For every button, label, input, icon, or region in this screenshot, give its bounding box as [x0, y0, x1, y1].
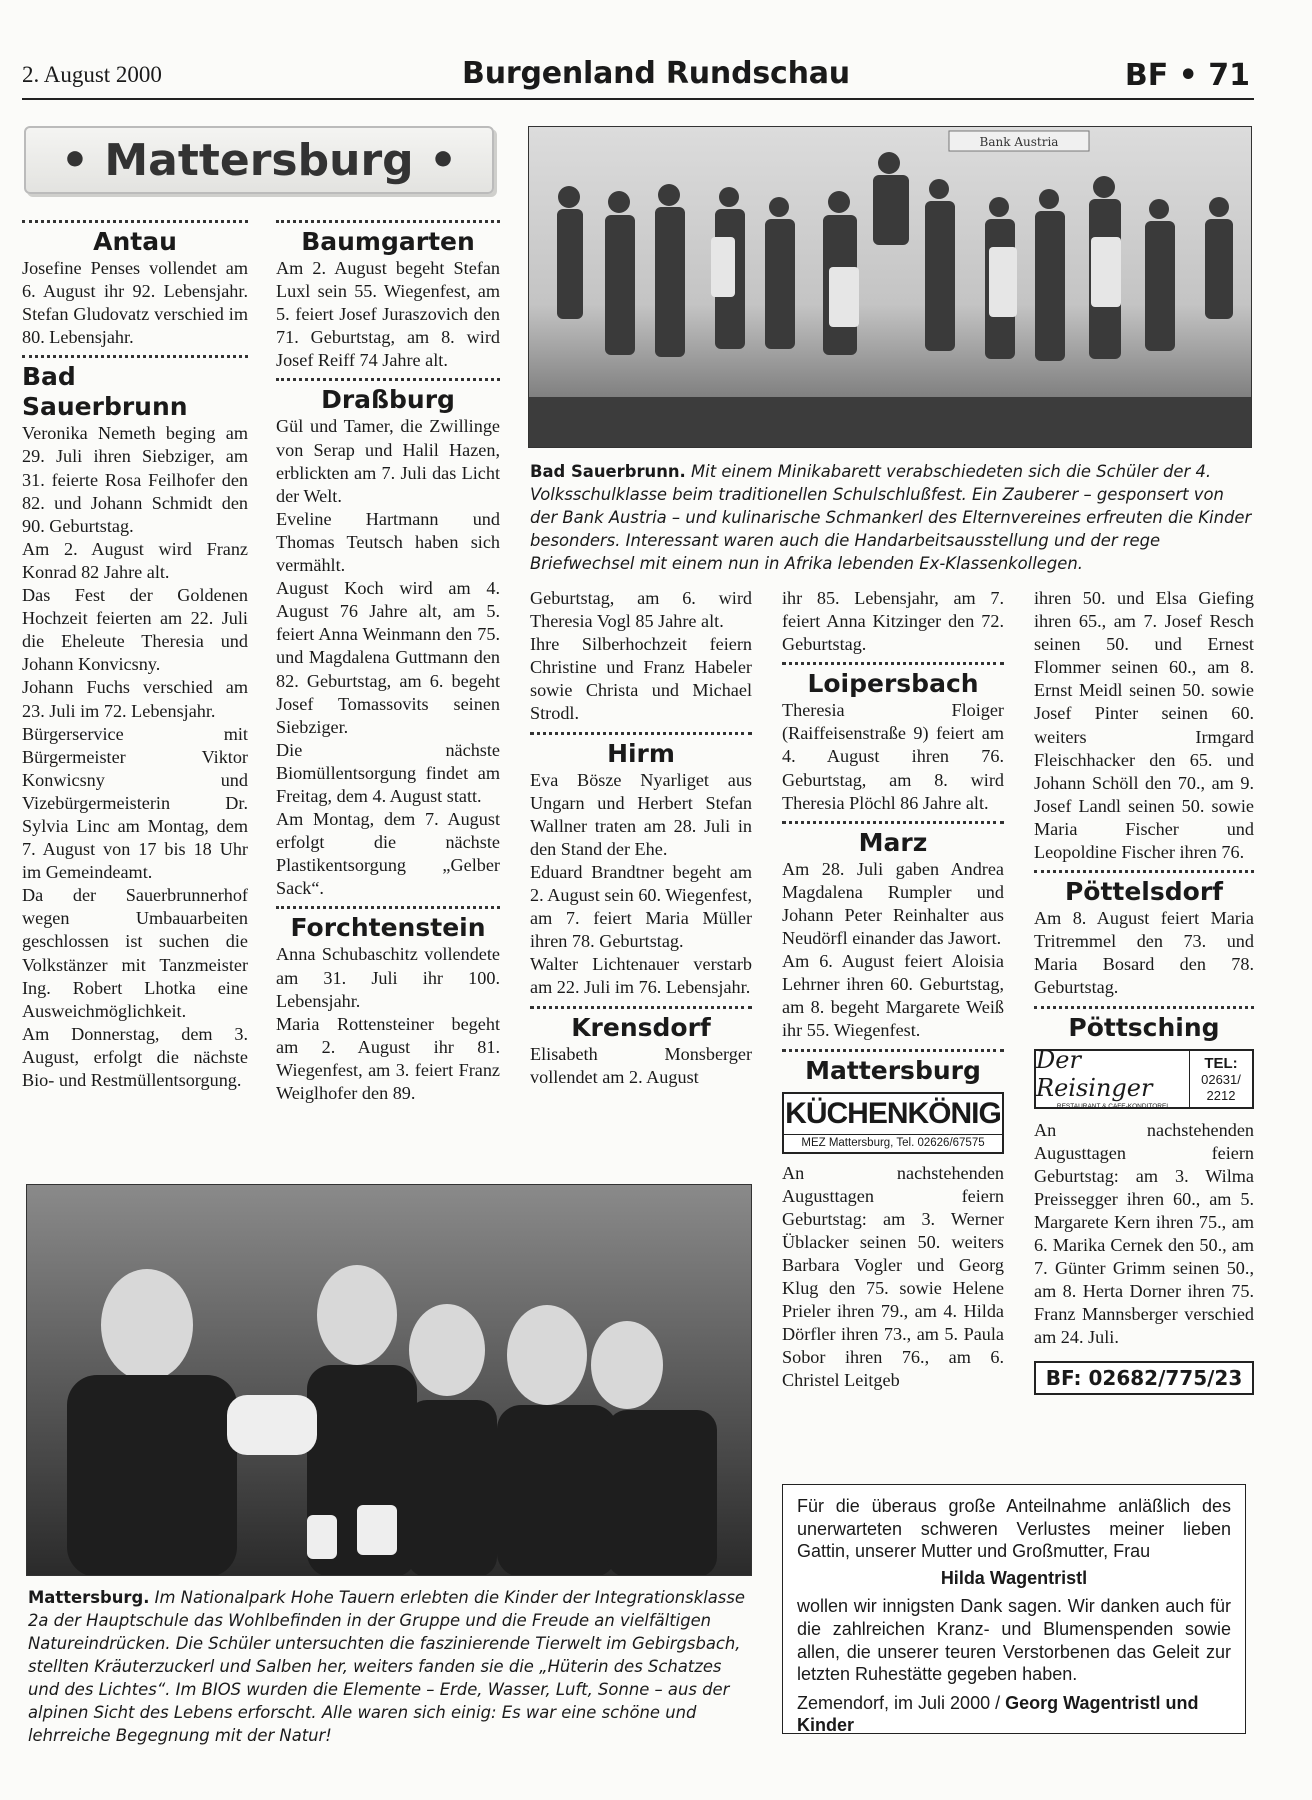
reisinger-tel-2: 2212: [1206, 1087, 1236, 1103]
dotted-divider: [782, 1049, 1004, 1052]
caption-lead: Bad Sauerbrunn.: [530, 462, 686, 481]
heading-antau: Antau: [93, 227, 177, 256]
header-rule: [22, 98, 1254, 100]
dotted-divider: [782, 821, 1004, 824]
text-drassburg-2: Eveline Hartmann und Thomas Teutsch haben sich vermählt.: [276, 508, 500, 576]
notice-name: Hilda Wagentristl: [940, 1567, 1088, 1588]
heading-mattersburg: Mattersburg: [805, 1055, 981, 1085]
dotted-divider: [530, 1006, 752, 1009]
column-4: [782, 587, 1004, 1392]
text-forchtenstein-1: Anna Schubaschitz vollendete am 31. Juli ihr 100. Lebensjahr.: [276, 944, 500, 1011]
heading-poettsching: Pöttsching: [1068, 1012, 1220, 1042]
reisinger-sub: RESTAURANT & CAFE-KONDITOREI: [1056, 1103, 1169, 1110]
caption-lead: Mattersburg.: [28, 1588, 150, 1607]
heading-drassburg: Draßburg: [321, 385, 455, 415]
bank-banner-text: Bank Austria: [979, 135, 1059, 149]
heading-baumgarten: Baumgarten: [301, 227, 475, 256]
page-number: BF • 71: [1124, 58, 1250, 93]
text-col4-cont: ihr 85. Lebensjahr, am 7. feiert Anna Kitzinger den 72. Geburtstag.: [782, 588, 1004, 655]
caption-mattersburg: [28, 1586, 754, 1747]
dotted-divider: [22, 355, 248, 358]
reisinger-tel-1: 02631/: [1201, 1071, 1241, 1087]
thank-you-notice: [782, 1484, 1246, 1734]
text-hirm-2: Eduard Brandtner begeht am 2. August sein 60. Wiegenfest, am 7. feiert Maria Müller ihren 78. Geburtstag.: [530, 861, 752, 952]
text-bad-sauerbrunn-7: Am Donnerstag, dem 3. August, erfolgt die nächste Bio- und Restmüllentsorgung.: [22, 1023, 248, 1090]
kuechenkoenig-sub: MEZ Mattersburg, Tel. 02626/67575: [784, 1134, 1002, 1151]
text-antau: Josefine Penses vollendet am 6. August ihr 92. Lebensjahr. Stefan Gludovatz verschied im 80. Lebensjahr.: [22, 258, 248, 348]
dotted-divider: [1034, 1006, 1254, 1009]
heading-marz: Marz: [858, 827, 928, 857]
heading-krensdorf: Krensdorf: [571, 1012, 711, 1042]
dotted-divider: [276, 906, 500, 909]
photo-bad-sauerbrunn: [528, 126, 1252, 448]
text-col3-cont-1: Geburtstag, am 6. wird Theresia Vogl 85 Jahre alt.: [530, 588, 752, 632]
text-drassburg-5: Am Montag, dem 7. August erfolgt die nächste Plastikentsorgung „Gelber Sack“.: [276, 809, 500, 899]
dotted-divider: [1034, 870, 1254, 873]
photo-mattersburg: [26, 1184, 752, 1576]
column-3: [530, 587, 752, 1089]
photo-schoolchildren-group: [529, 127, 1252, 448]
heading-poettelsdorf: Pöttelsdorf: [1064, 877, 1224, 907]
column-1: [22, 220, 248, 1092]
kuechenkoenig-name: KÜCHENKÖNIG: [785, 1096, 1001, 1130]
text-poettelsdorf: Am 8. August feiert Maria Tritremmel den 73. und Maria Bosard den 78. Geburtstag.: [1034, 908, 1254, 998]
text-mattersburg: An nachstehenden Augusttagen feiern Geburtstag: am 3. Werner Üblacker seinen 50. weiters Barbara Vogler und Georg Klug den 75. sowie Helene Prieler ihren 79., am 4. Hilda Dörfler ihren 73., am 5. Paula Sobor ihren 76., am 6. Christel Leitgeb: [782, 1162, 1004, 1391]
text-loipersbach: Theresia Floiger (Raiffeisenstraße 9) feiert am 4. August ihren 76. Geburtstag, am 8. wird Theresia Plöchl 86 Jahre alt.: [782, 700, 1004, 813]
ad-kuechenkoenig: [782, 1092, 1004, 1154]
text-baumgarten: Am 2. August begeht Stefan Luxl sein 55. Wiegenfest, am 5. feiert Josef Juraszovich den 71. Geburtstag, am 8. wird Josef Reiff 74 Jahre alt.: [276, 258, 500, 371]
notice-text-2: wollen wir innigsten Dank sagen. Wir danken auch für die zahlreichen Kranz- und Blumenspenden sowie allen, die unserer teuren Verstorbenen das Geleit zur letzten Ruhestätte gegeben haben.: [797, 1596, 1231, 1685]
issue-date: 2. August 2000: [22, 62, 162, 87]
reisinger-logo: Der Reisinger: [1036, 1046, 1153, 1102]
heading-bad-sauerbrunn: Bad Sauerbrunn: [22, 362, 188, 422]
heading-forchtenstein: Forchtenstein: [290, 913, 486, 943]
dotted-divider: [276, 220, 500, 223]
notice-sign-names: Georg Wagentristl und Kinder: [797, 1692, 1199, 1736]
dotted-divider: [530, 732, 752, 735]
notice-signature: [797, 1692, 1231, 1737]
text-bad-sauerbrunn-1: Veronika Nemeth beging am 29. Juli ihren Siebziger, am 31. feierte Rosa Feilhofer den 82. und Johann Schmidt den 90. Geburtstag.: [22, 423, 248, 536]
section-banner: • Mattersburg •: [24, 126, 494, 194]
text-marz-1: Am 28. Juli gaben Andrea Magdalena Rumpler und Johann Peter Reinhalter aus Neudörfl einander das Jawort.: [782, 858, 1004, 949]
ad-reisinger: [1034, 1046, 1254, 1110]
text-drassburg-4: Die nächste Biomüllentsorgung findet am Freitag, dem 4. August statt.: [276, 739, 500, 806]
text-poettsching: An nachstehenden Augusttagen feiern Geburtstag: am 3. Wilma Preissegger ihren 60., am 5. Margarete Kern ihren 75., am 6. Marika Cernek den 50., am 7. Günter Grimm seinen 50., am 8. Herta Dorner ihren 75. Franz Mannsberger verschied am 24. Juli.: [1034, 1119, 1254, 1348]
reisinger-tel-label: TEL:: [1204, 1054, 1238, 1072]
text-bad-sauerbrunn-4: Johann Fuchs verschied am 23. Juli im 72. Lebensjahr.: [22, 677, 248, 721]
text-drassburg-1: Gül und Tamer, die Zwillinge von Serap und Halil Hazen, erblickten am 7. Juli das Licht der Welt.: [276, 416, 500, 506]
text-marz-2: Am 6. August feiert Aloisia Lehrner ihren 60. Geburtstag, am 8. begeht Margarete Weiß ihr 55. Wiegenfest.: [782, 951, 1004, 1041]
text-bad-sauerbrunn-2: Am 2. August wird Franz Konrad 82 Jahre alt.: [22, 538, 248, 582]
notice-text-1: Für die überaus große Anteilnahme anläßlich des unerwarteten schweren Verlustes meiner lieben Gattin, unserer Mutter und Großmutter, Frau: [797, 1496, 1231, 1562]
text-bad-sauerbrunn-6: Da der Sauerbrunnerhof wegen Umbauarbeiten geschlossen ist suchen die Volkstänzer mit Tanzmeister Ing. Robert Lhotka eine Ausweichmöglichkeit.: [22, 885, 248, 1021]
heading-loipersbach: Loipersbach: [807, 669, 979, 699]
text-krensdorf: Elisabeth Monsberger vollendet am 2. August: [530, 1043, 752, 1087]
text-bad-sauerbrunn-3: Das Fest der Goldenen Hochzeit feierten am 22. Juli die Eheleute Theresia und Johann Konvicsny.: [22, 585, 248, 675]
bf-phone-box: BF: 02682/775/23: [1034, 1361, 1254, 1395]
text-col5-cont: ihren 50. und Elsa Giefing ihren 65., am 7. Josef Resch seinen 50. und Ernest Flommer seinen 60., am 8. Ernst Meidl seinen 50. sowie Josef Pinter seinen 60. weiters Irmgard Fleischhacker den 65. und Johann Schöll den 70., am 9. Josef Landl seinen 50. sowie Maria Fischer und Leopoldine Fischer ihren 76.: [1034, 588, 1254, 863]
caption-text: Im Nationalpark Hohe Tauern erlebten die Kinder der Integrationsklasse 2a der Hauptschule das Wohlbefinden in der Gruppe und die Freude an vielfältigen Natureindrücken. Die Schüler untersuchten die faszinierende Tierwelt im Gebirgsbach, stellten Kräuterzuckerl und Salben her, weiters fanden sie die „Hüterin des Schatzes und des Lichtes“. Im BIOS wurden die Elemente – Erde, Wasser, Luft, Sonne – aus der alpinen Sicht des Lebens erforscht. Alle waren sich einig: Es war eine schöne und lehrreiche Begegnung mit der Natur!: [28, 1588, 745, 1745]
dotted-divider: [782, 662, 1004, 665]
caption-text: Mit einem Minikabarett verabschiedeten sich die Schüler der 4. Volksschulklasse beim traditionellen Schulschlußfest. Ein Zauberer – gesponsert von der Bank Austria – und kulinarische Schmankerl des Elternvereines erfreuten die Kinder besonders. Interessant waren auch die Handarbeitsausstellung und der rege Briefwechsel mit einem nun in Afrika lebenden Ex-Klassenkollegen.: [530, 462, 1252, 573]
caption-bad-sauerbrunn: [530, 460, 1254, 575]
notice-sign-place: Zemendorf, im Juli 2000 /: [797, 1692, 1001, 1713]
dotted-divider: [276, 378, 500, 381]
photo-children-nationalpark: [27, 1185, 752, 1576]
text-hirm-3: Walter Lichtenauer verstarb am 22. Juli im 76. Lebensjahr.: [530, 954, 752, 998]
text-col3-cont-2: Ihre Silberhochzeit feiern Christine und Franz Habeler sowie Christa und Michael Strodl.: [530, 634, 752, 724]
text-drassburg-3: August Koch wird am 4. August 76 Jahre alt, am 5. feiert Anna Weinmann den 75. und Magdalena Guttmann den 82. Geburtstag, am 6. begeht Josef Tomassovits seinen Siebziger.: [276, 578, 500, 737]
dotted-divider: [22, 220, 248, 223]
text-forchtenstein-2: Maria Rottensteiner begeht am 2. August ihr 81. Wiegenfest, am 3. feiert Franz Weiglhofer den 89.: [276, 1013, 500, 1103]
newspaper-title: Burgenland Rundschau: [462, 56, 850, 91]
text-bad-sauerbrunn-5: Bürgerservice mit Bürgermeister Viktor Konwicsny und Vizebürgermeisterin Dr. Sylvia Linc am Montag, dem 7. August von 17 bis 18 Uhr im Gemeindeamt.: [22, 723, 248, 883]
heading-hirm: Hirm: [607, 738, 675, 768]
column-2: [276, 220, 500, 1105]
text-hirm-1: Eva Bösze Nyarliget aus Ungarn und Herbert Stefan Wallner traten am 28. Juli in den Stand der Ehe.: [530, 769, 752, 859]
column-5: [1034, 587, 1254, 1395]
